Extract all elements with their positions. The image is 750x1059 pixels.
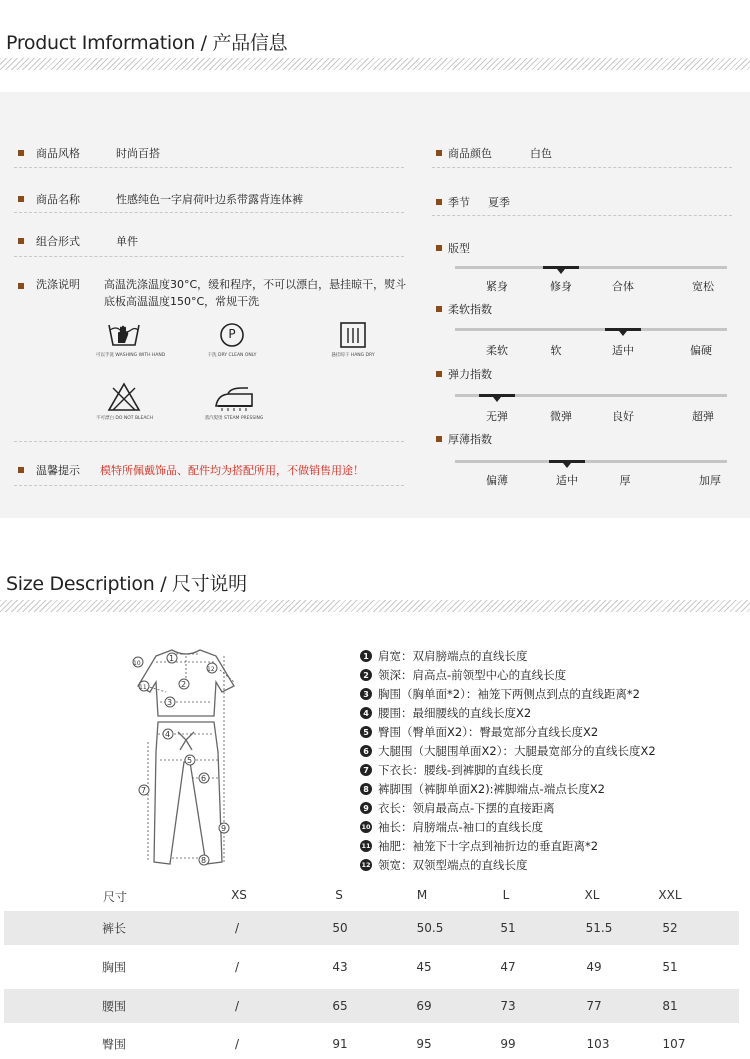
number-badge-icon: 6 bbox=[360, 745, 372, 757]
no-bleach-icon bbox=[107, 382, 141, 412]
form-label: 组合形式 bbox=[36, 235, 80, 248]
table-cell: 51 bbox=[662, 960, 678, 974]
elasticity-option: 微弹 bbox=[550, 410, 572, 423]
elasticity-option: 无弹 bbox=[486, 410, 508, 423]
fit-option: 合体 bbox=[612, 280, 634, 293]
number-badge-icon: 3 bbox=[360, 688, 372, 700]
svg-text:5: 5 bbox=[187, 756, 193, 765]
legend-item bbox=[360, 705, 531, 721]
table-cell: / bbox=[234, 921, 240, 935]
legend-item bbox=[360, 667, 566, 683]
style-label: 商品风格 bbox=[36, 147, 80, 160]
divider bbox=[14, 256, 404, 257]
bullet-icon bbox=[436, 245, 442, 251]
table-cell: 50 bbox=[332, 921, 348, 935]
table-cell: 51 bbox=[500, 921, 516, 935]
bullet-icon bbox=[436, 199, 442, 205]
product-info-title: Product Imformation / 产品信息 bbox=[6, 32, 288, 54]
legend-item bbox=[360, 743, 656, 759]
number-badge-icon: 11 bbox=[361, 842, 371, 850]
table-cell: 69 bbox=[416, 999, 432, 1013]
softness-option: 柔软 bbox=[486, 344, 508, 357]
table-cell: 43 bbox=[332, 960, 348, 974]
table-row bbox=[4, 950, 739, 984]
legend-item bbox=[360, 857, 528, 873]
table-cell: 73 bbox=[500, 999, 516, 1013]
number-badge-icon: 8 bbox=[360, 783, 372, 795]
style-value: 时尚百搭 bbox=[116, 147, 160, 160]
number-badge-icon: 12 bbox=[361, 861, 371, 869]
number-badge-icon: 2 bbox=[360, 669, 372, 681]
softness-option: 偏硬 bbox=[690, 344, 712, 357]
softness-option: 软 bbox=[550, 344, 562, 357]
fit-option: 紧身 bbox=[486, 280, 508, 293]
no-bleach-care bbox=[96, 382, 152, 421]
table-cell: 99 bbox=[500, 1037, 516, 1051]
thickness-option: 偏薄 bbox=[486, 474, 508, 487]
elasticity-option: 超弹 bbox=[692, 410, 714, 423]
svg-text:6: 6 bbox=[201, 774, 207, 783]
table-cell: 103 bbox=[586, 1037, 610, 1051]
legend-text: 下衣长：腰线-到裤脚的直线长度 bbox=[378, 763, 544, 777]
dry-clean-letter: P bbox=[228, 327, 236, 341]
legend-text: 衣长：领肩最高点-下摆的直接距离 bbox=[378, 801, 555, 815]
svg-text:4: 4 bbox=[165, 730, 171, 739]
table-cell: 107 bbox=[662, 1037, 686, 1051]
table-cell: / bbox=[234, 1037, 240, 1051]
wash-label: 洗涤说明 bbox=[36, 278, 80, 291]
jumpsuit-measurement-diagram bbox=[126, 642, 246, 872]
table-cell: 臀围 bbox=[101, 1037, 127, 1052]
legend-text: 臀围（臀单面X2）：臀最宽部分直线长度X2 bbox=[378, 725, 599, 739]
iron-icon bbox=[212, 384, 256, 412]
softness-scale-track bbox=[455, 328, 727, 331]
dry-clean-caption: 干洗 DRY CLEAN ONLY bbox=[207, 353, 257, 358]
number-badge-icon: 5 bbox=[360, 726, 372, 738]
elasticity-option: 良好 bbox=[612, 410, 634, 423]
legend-item bbox=[360, 800, 555, 816]
table-header: XS bbox=[231, 888, 247, 902]
size-description-title: Size Description / 尺寸说明 bbox=[6, 573, 247, 595]
thickness-label: 厚薄指数 bbox=[448, 433, 492, 446]
season-value: 夏季 bbox=[488, 196, 510, 209]
title-divider bbox=[0, 600, 750, 612]
legend-item bbox=[360, 724, 598, 740]
legend-item bbox=[360, 819, 543, 835]
legend-item bbox=[360, 686, 640, 702]
thickness-scale-track bbox=[455, 460, 727, 463]
fit-label: 版型 bbox=[448, 242, 470, 255]
thickness-option: 适中 bbox=[556, 474, 578, 487]
divider bbox=[432, 167, 732, 168]
name-value: 性感纯色一字肩荷叶边系带露背连体裤 bbox=[116, 193, 303, 206]
divider bbox=[14, 485, 404, 486]
svg-text:7: 7 bbox=[141, 786, 147, 795]
thickness-scale-marker bbox=[549, 460, 585, 463]
table-cell: 91 bbox=[332, 1037, 348, 1051]
number-badge-icon: 9 bbox=[360, 802, 372, 814]
table-cell: 47 bbox=[500, 960, 516, 974]
thickness-option: 加厚 bbox=[699, 474, 721, 487]
bullet-icon bbox=[436, 150, 442, 156]
table-row bbox=[4, 1029, 739, 1059]
legend-text: 胸围（胸单面*2）：袖笼下两侧点到点的直线距离*2 bbox=[378, 687, 640, 701]
fit-option: 修身 bbox=[550, 280, 572, 293]
table-cell: 裤长 bbox=[101, 921, 127, 936]
number-badge-icon: 4 bbox=[360, 707, 372, 719]
form-value: 单件 bbox=[116, 235, 138, 248]
bullet-icon bbox=[18, 283, 24, 289]
legend-item bbox=[360, 648, 528, 664]
divider bbox=[432, 215, 732, 216]
svg-text:11: 11 bbox=[139, 684, 147, 691]
legend-text: 领宽：双领型端点的直线长度 bbox=[378, 858, 528, 872]
table-header: S bbox=[335, 888, 343, 902]
table-cell: 52 bbox=[662, 921, 678, 935]
dry-clean-care bbox=[204, 321, 260, 358]
legend-text: 腰围：最细腰线的直线长度X2 bbox=[378, 706, 532, 720]
svg-text:3: 3 bbox=[167, 698, 173, 707]
svg-text:9: 9 bbox=[221, 824, 227, 833]
bullet-icon bbox=[18, 238, 24, 244]
softness-option: 适中 bbox=[612, 344, 634, 357]
tip-label: 温馨提示 bbox=[36, 464, 80, 477]
table-header: M bbox=[416, 888, 428, 902]
table-header: 尺寸 bbox=[102, 890, 128, 904]
table-cell: 65 bbox=[332, 999, 348, 1013]
svg-text:1: 1 bbox=[169, 654, 175, 663]
no-bleach-caption: 不可漂白 DO NOT BLEACH bbox=[96, 416, 153, 421]
number-badge-icon: 1 bbox=[360, 650, 372, 662]
hang-dry-care bbox=[326, 321, 380, 358]
legend-text: 袖长：肩膀端点-袖口的直线长度 bbox=[378, 820, 544, 834]
bullet-icon bbox=[18, 196, 24, 202]
hang-dry-caption: 悬挂晾干 HANG DRY bbox=[331, 353, 375, 358]
divider bbox=[14, 167, 404, 168]
softness-label: 柔软指数 bbox=[448, 303, 492, 316]
title-divider bbox=[0, 58, 750, 70]
table-cell: 腰围 bbox=[101, 999, 127, 1014]
svg-text:2: 2 bbox=[181, 680, 187, 689]
thickness-option: 厚 bbox=[619, 474, 631, 487]
table-cell: 77 bbox=[586, 999, 602, 1013]
svg-text:12: 12 bbox=[207, 666, 215, 673]
legend-item bbox=[360, 838, 598, 854]
table-cell: / bbox=[234, 960, 240, 974]
table-header: L bbox=[502, 888, 510, 902]
legend-text: 袖肥：袖笼下十字点到袖折边的垂直距离*2 bbox=[378, 839, 599, 853]
softness-scale-marker bbox=[605, 328, 641, 331]
divider bbox=[14, 212, 404, 213]
steam-care bbox=[204, 384, 264, 421]
fit-option: 宽松 bbox=[692, 280, 714, 293]
number-badge-icon: 10 bbox=[361, 823, 371, 831]
fit-scale-marker bbox=[543, 266, 579, 269]
bullet-icon bbox=[18, 467, 24, 473]
table-cell: 81 bbox=[662, 999, 678, 1013]
bullet-icon bbox=[436, 306, 442, 312]
hand-wash-icon bbox=[107, 321, 141, 349]
legend-text: 领深：肩高点-前领型中心的直线长度 bbox=[378, 668, 567, 682]
table-row bbox=[4, 911, 739, 945]
legend-text: 大腿围（大腿围单面X2）：大腿最宽部分的直线长度X2 bbox=[378, 744, 656, 758]
table-cell: 49 bbox=[586, 960, 602, 974]
legend-text: 肩宽：双肩膀端点的直线长度 bbox=[378, 649, 528, 663]
color-value: 白色 bbox=[530, 147, 552, 160]
table-cell: 51.5 bbox=[585, 921, 613, 935]
season-label: 季节 bbox=[448, 196, 470, 209]
bullet-icon bbox=[18, 150, 24, 156]
table-cell: 45 bbox=[416, 960, 432, 974]
svg-text:10: 10 bbox=[133, 660, 141, 667]
tip-value: 模特所佩戴饰品、配件均为搭配所用，不做销售用途！ bbox=[100, 464, 364, 477]
hang-dry-icon bbox=[339, 321, 367, 349]
table-cell: 50.5 bbox=[416, 921, 444, 935]
number-badge-icon: 7 bbox=[360, 764, 372, 776]
fit-scale-track bbox=[455, 266, 727, 269]
table-cell: 95 bbox=[416, 1037, 432, 1051]
elasticity-scale-marker bbox=[479, 394, 515, 397]
divider bbox=[14, 441, 404, 442]
table-cell: / bbox=[234, 999, 240, 1013]
table-cell: 胸围 bbox=[101, 960, 127, 975]
steam-caption: 蒸汽熨烫 STEAM PRESSING bbox=[204, 416, 264, 421]
name-label: 商品名称 bbox=[36, 193, 80, 206]
legend-item bbox=[360, 762, 543, 778]
color-label: 商品颜色 bbox=[448, 147, 492, 160]
wash-value: 高温洗涤温度30°C，缓和程序，不可以漂白，悬挂晾干，熨斗底板高温温度150°C，常规干洗 bbox=[104, 278, 407, 308]
hand-wash-caption: 可以手洗 WASHING WITH HAND bbox=[96, 353, 166, 358]
table-row bbox=[4, 989, 739, 1023]
legend-text: 裤脚围（裤脚单面X2):裤脚端点-端点长度X2 bbox=[378, 782, 605, 796]
hand-wash-care bbox=[96, 321, 166, 358]
bullet-icon bbox=[436, 371, 442, 377]
legend-item bbox=[360, 781, 605, 797]
elasticity-label: 弹力指数 bbox=[448, 368, 492, 381]
table-header: XL bbox=[584, 888, 600, 902]
bullet-icon bbox=[436, 436, 442, 442]
svg-text:8: 8 bbox=[201, 856, 207, 865]
table-header: XXL bbox=[658, 888, 682, 902]
